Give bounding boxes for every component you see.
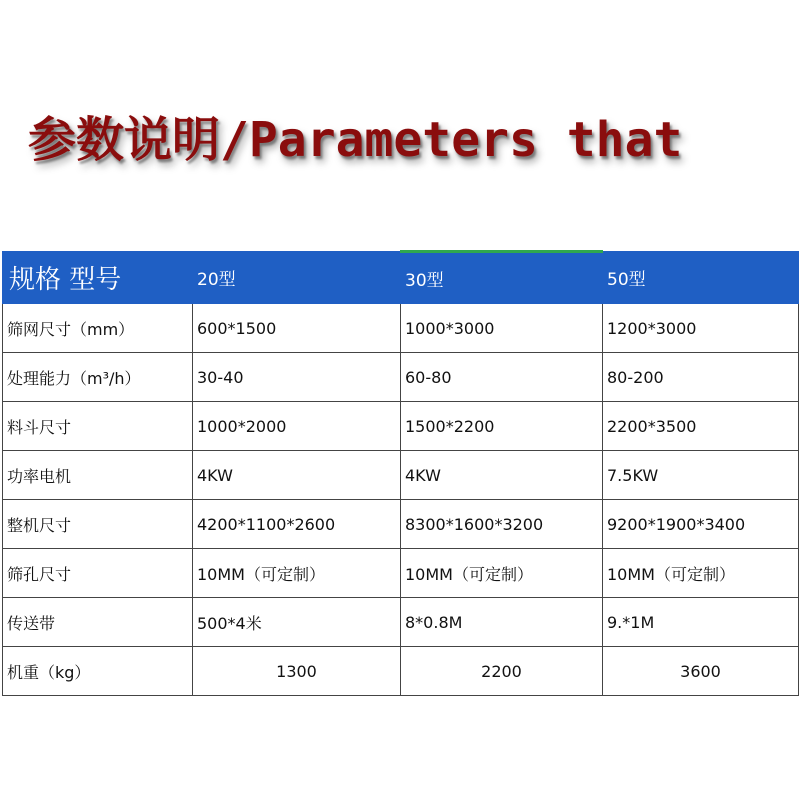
table-row-motor-power — [3, 451, 799, 500]
table-row-machine-size — [3, 500, 799, 549]
cell-30: 4KW — [401, 451, 603, 500]
cell-30: 1000*3000 — [401, 304, 603, 353]
row-label: 筛网尺寸（mm） — [3, 304, 193, 353]
row-label: 机重（kg） — [3, 647, 193, 696]
row-label: 筛孔尺寸 — [3, 549, 193, 598]
row-label: 料斗尺寸 — [3, 402, 193, 451]
table-row-weight — [3, 647, 799, 696]
row-label: 处理能力（m³/h） — [3, 353, 193, 402]
page-title: 参数说明/Parameters that — [28, 112, 683, 168]
header-model-20: 20型 — [193, 252, 401, 304]
cell-30: 2200 — [401, 647, 603, 696]
table-header-row — [3, 252, 799, 304]
cell-50: 9200*1900*3400 — [603, 500, 799, 549]
table-row-conveyor-belt — [3, 598, 799, 647]
header-model-30: 30型 — [401, 252, 603, 304]
cell-30: 8300*1600*3200 — [401, 500, 603, 549]
cell-20: 1000*2000 — [193, 402, 401, 451]
cell-20: 600*1500 — [193, 304, 401, 353]
row-label: 功率电机 — [3, 451, 193, 500]
cell-30: 60-80 — [401, 353, 603, 402]
cell-50: 2200*3500 — [603, 402, 799, 451]
row-label: 传送带 — [3, 598, 193, 647]
table-row-hole-size — [3, 549, 799, 598]
cell-50: 1200*3000 — [603, 304, 799, 353]
cell-50: 7.5KW — [603, 451, 799, 500]
row-label: 整机尺寸 — [3, 500, 193, 549]
cell-30: 8*0.8M — [401, 598, 603, 647]
header-spec-model: 规格 型号 — [3, 252, 193, 304]
table-row-hopper-size — [3, 402, 799, 451]
header-model-50: 50型 — [603, 252, 799, 304]
parameters-table — [2, 250, 799, 696]
cell-50: 80-200 — [603, 353, 799, 402]
cell-20: 500*4米 — [193, 598, 401, 647]
cell-30: 10MM（可定制） — [401, 549, 603, 598]
cell-30: 1500*2200 — [401, 402, 603, 451]
cell-20: 4200*1100*2600 — [193, 500, 401, 549]
cell-50: 10MM（可定制） — [603, 549, 799, 598]
cell-20: 10MM（可定制） — [193, 549, 401, 598]
table-row-capacity — [3, 353, 799, 402]
cell-20: 30-40 — [193, 353, 401, 402]
table-row-screen-size — [3, 304, 799, 353]
cell-20: 1300 — [193, 647, 401, 696]
cell-50: 3600 — [603, 647, 799, 696]
cell-50: 9.*1M — [603, 598, 799, 647]
cell-20: 4KW — [193, 451, 401, 500]
